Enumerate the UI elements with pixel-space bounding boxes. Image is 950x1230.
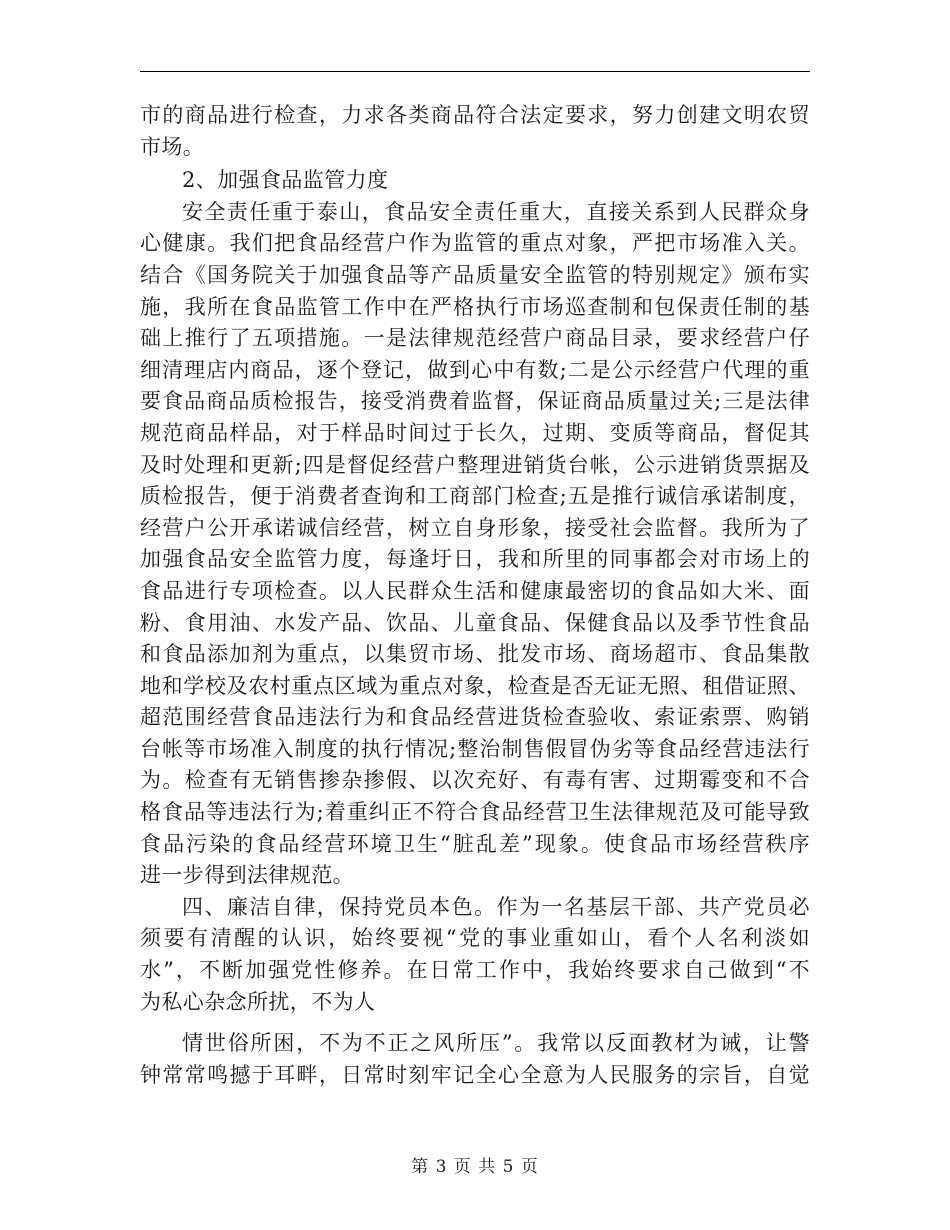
text-line: 和食品添加剂为重点，以集贸市场、批发市场、商场超市、食品集散 <box>140 642 810 667</box>
page-footer: 第 3 页 共 5 页 <box>411 1157 539 1177</box>
text-line: 为。检查有无销售掺杂掺假、以次充好、有毒有害、过期霉变和不合 <box>140 768 810 793</box>
text-line: 2、加强食品监管力度 <box>182 168 389 193</box>
text-line: 食品污染的食品经营环境卫生“脏乱差”现象。使食品市场经营秩序 <box>140 831 810 856</box>
text-line: 地和学校及农村重点区域为重点对象，检查是否无证无照、租借证照、 <box>140 673 810 698</box>
text-line: 施，我所在食品监管工作中在严格执行市场巡查制和包保责任制的基 <box>140 294 810 319</box>
text-line: 质检报告，便于消费者查询和工商部门检查;五是推行诚信承诺制度， <box>140 484 810 509</box>
text-line: 经营户公开承诺诚信经营，树立自身形象，接受社会监督。我所为了 <box>140 515 810 540</box>
text-line: 四、廉洁自律，保持党员本色。作为一名基层干部、共产党员必 <box>182 894 810 919</box>
text-line: 食品进行专项检查。以人民群众生活和健康最密切的食品如大米、面 <box>140 578 810 603</box>
text-line: 规范商品样品，对于样品时间过于长久，过期、变质等商品，督促其 <box>140 420 810 445</box>
text-line: 粉、食用油、水发产品、饮品、儿童食品、保健食品以及季节性食品 <box>140 610 810 635</box>
text-line: 须要有清醒的认识，始终要视“党的事业重如山，看个人名利淡如 <box>140 926 810 951</box>
text-line: 结合《国务院关于加强食品等产品质量安全监管的特别规定》颁布实 <box>140 262 810 287</box>
text-line: 台帐等市场准入制度的执行情况;整治制售假冒伪劣等食品经营违法行 <box>140 736 810 761</box>
text-line: 市的商品进行检查，力求各类商品符合法定要求，努力创建文明农贸 <box>140 103 810 127</box>
text-line: 心健康。我们把食品经营户作为监管的重点对象，严把市场准入关。 <box>140 231 810 256</box>
text-line: 超范围经营食品违法行为和食品经营进货检查验收、索证索票、购销 <box>140 705 810 730</box>
text-line: 市场。 <box>140 134 205 159</box>
text-line: 加强食品安全监管力度，每逢圩日，我和所里的同事都会对市场上的 <box>140 547 810 572</box>
text-line: 钟常常鸣撼于耳畔，日常时刻牢记全心全意为人民服务的宗旨，自觉 <box>140 1062 810 1087</box>
header-rule <box>140 71 810 72</box>
text-line: 要食品商品质检报告，接受消费着监督，保证商品质量过关;三是法律 <box>140 389 810 414</box>
text-line: 情世俗所困，不为不正之风所压”。我常以反面教材为诫，让警 <box>182 1031 810 1056</box>
text-line: 水”，不断加强党性修养。在日常工作中，我始终要求自己做到“不 <box>140 958 810 983</box>
text-line: 及时处理和更新;四是督促经营户整理进销货台帐，公示进销货票据及 <box>140 452 810 477</box>
text-line: 安全责任重于泰山，食品安全责任重大，直接关系到人民群众身 <box>182 199 810 224</box>
text-line: 进一步得到法律规范。 <box>140 863 354 888</box>
body-text <box>140 100 810 1091</box>
text-line: 为私心杂念所扰，不为人 <box>140 989 376 1014</box>
text-line: 础上推行了五项措施。一是法律规范经营户商品目录，要求经营户仔 <box>140 326 810 351</box>
text-line: 细清理店内商品，逐个登记，做到心中有数;二是公示经营户代理的重 <box>140 357 810 382</box>
text-line: 格食品等违法行为;着重纠正不符合食品经营卫生法律规范及可能导致 <box>140 800 810 825</box>
